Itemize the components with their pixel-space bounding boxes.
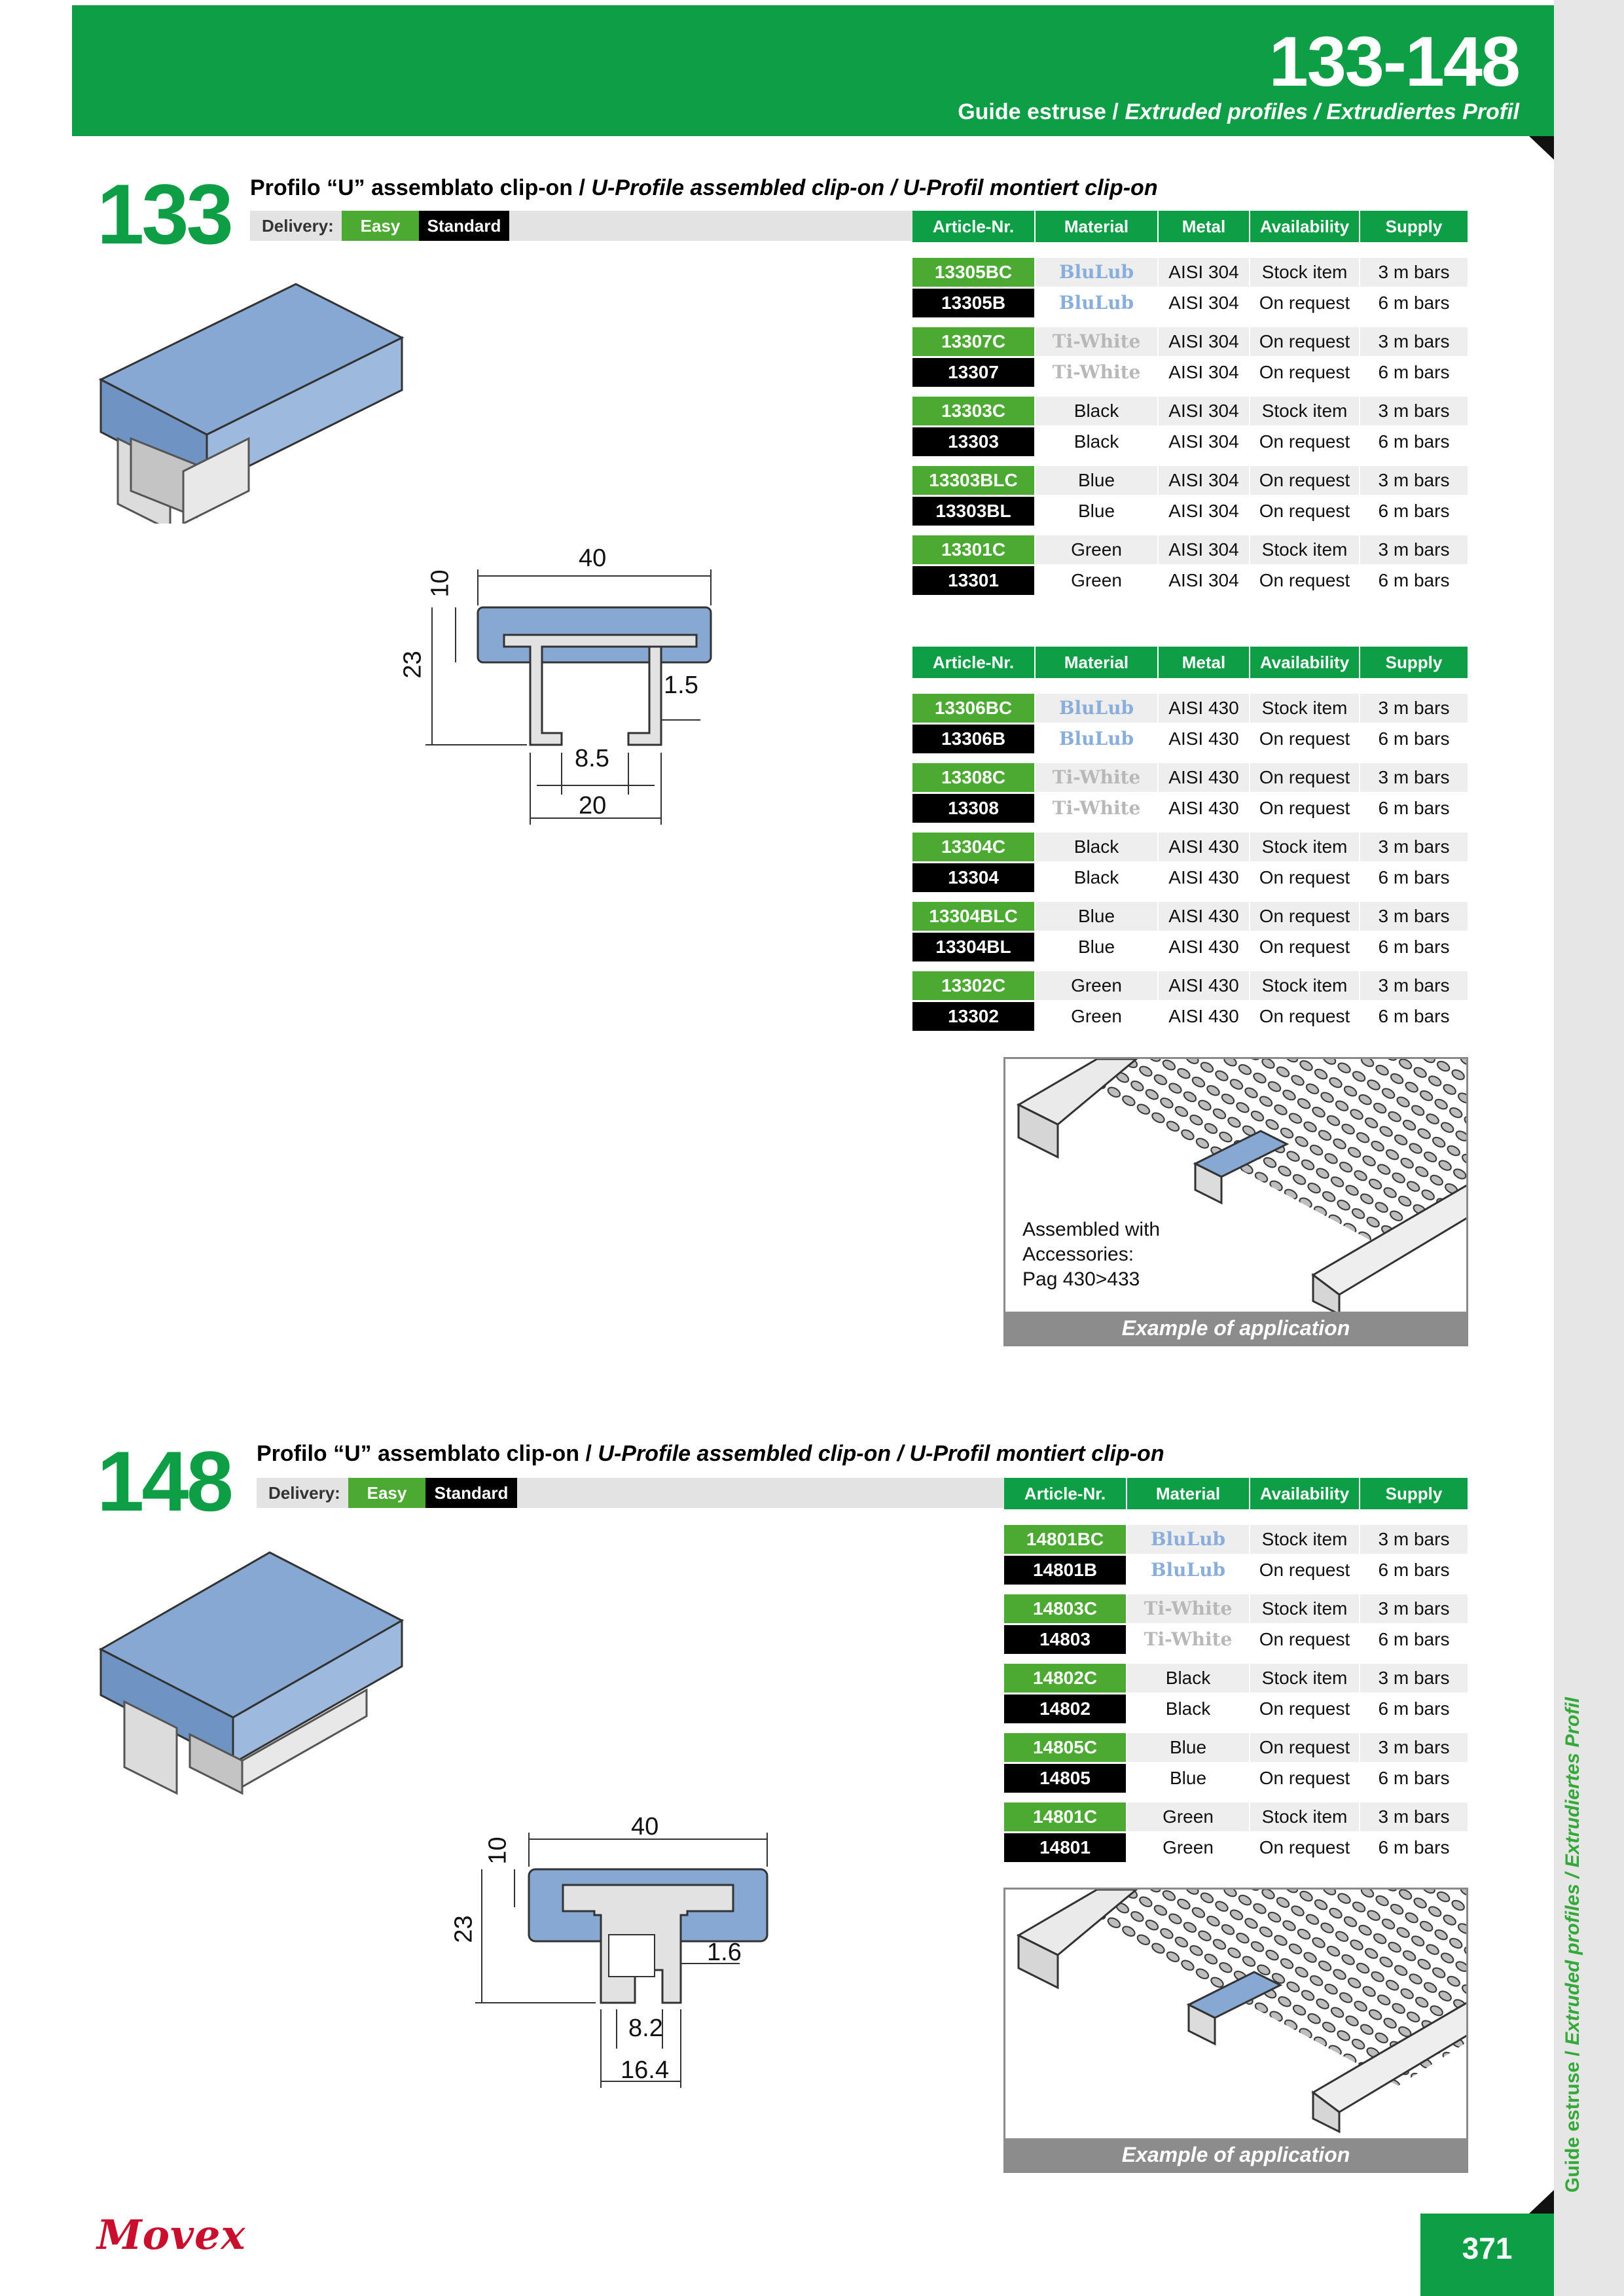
dim-148-slot: 8.2 [628,2015,663,2042]
profile-133-3d-image [92,275,419,524]
article-number: 13302C [912,971,1034,1000]
dim-133-width: 40 [579,545,607,572]
supply-cell: 3 m bars [1360,1664,1468,1693]
availability-cell: On request [1259,1560,1350,1580]
article-number: 13307 [912,358,1034,387]
material-cell: Ti-White [1144,1628,1233,1650]
page-number: 371 [1462,2231,1513,2265]
column-header: Supply [1360,1478,1468,1509]
movex-logo: Movex [97,2211,246,2259]
supply-cell: 6 m bars [1378,570,1450,590]
article-number: 13301 [912,566,1034,595]
dim-133-base: 20 [579,792,607,819]
material-cell: Green [1036,535,1157,564]
availability-cell: On request [1259,501,1350,521]
section-148-title [257,1441,1164,1467]
material-cell: Black [1074,431,1119,452]
availability-cell: Stock item [1250,397,1359,425]
section-133-number: 133 [97,166,231,262]
page-subtitle-it: Guide estruse / [958,99,1125,124]
application-caption: Example of application [1005,1312,1466,1344]
availability-cell: On request [1250,763,1359,792]
material-cell: BluLub [1058,728,1134,749]
supply-cell: 6 m bars [1378,1698,1450,1719]
column-header: Article-Nr. [912,647,1034,678]
availability-cell: On request [1259,293,1350,313]
material-cell: Ti-White [1052,361,1141,383]
supply-cell: 6 m bars [1378,362,1450,382]
application-caption: Example of application [1005,2138,1466,2171]
material-cell: Blue [1169,1768,1207,1788]
supply-cell: 6 m bars [1378,1837,1450,1857]
dim-133-height: 23 [399,651,427,679]
material-cell: Blue [1077,501,1115,521]
availability-cell: On request [1250,1733,1359,1762]
availability-cell: On request [1259,362,1350,382]
dim-148-height: 23 [450,1915,478,1943]
supply-cell: 3 m bars [1360,971,1468,1000]
metal-cell: AISI 430 [1159,763,1249,792]
article-number: 14801 [1004,1833,1126,1862]
metal-cell: AISI 430 [1159,694,1249,723]
material-cell: Blue [1036,902,1157,931]
section-148-number: 148 [97,1433,231,1529]
availability-cell: Stock item [1250,1664,1359,1693]
column-header: Availability [1250,1478,1359,1509]
delivery-label: Delivery: [262,216,334,236]
metal-cell: AISI 304 [1168,362,1239,382]
material-cell: Black [1036,397,1157,425]
availability-cell: On request [1250,327,1359,356]
supply-cell: 3 m bars [1360,763,1468,792]
availability-cell: Stock item [1250,258,1359,287]
material-cell: BluLub [1036,258,1157,287]
availability-cell: On request [1259,1006,1350,1026]
material-cell: Blue [1036,466,1157,495]
availability-cell: Stock item [1250,535,1359,564]
dim-133-wall: 1.5 [664,672,698,699]
material-cell: BluLub [1036,694,1157,723]
availability-cell: On request [1250,902,1359,931]
dim-148-top: 10 [484,1837,512,1865]
material-cell: BluLub [1058,292,1134,314]
column-header: Material [1036,211,1157,242]
supply-cell: 3 m bars [1360,694,1468,723]
availability-cell: On request [1250,466,1359,495]
column-header: Metal [1159,211,1249,242]
conveyor-illustration [1005,1890,1468,2141]
availability-cell: On request [1259,1698,1350,1719]
supply-cell: 3 m bars [1360,466,1468,495]
application-note [1022,1217,1160,1292]
material-cell: Ti-White [1036,327,1157,356]
column-header: Metal [1159,647,1249,678]
material-cell: Green [1071,1006,1122,1026]
article-number: 13302 [912,1002,1034,1031]
material-cell: Green [1127,1803,1249,1831]
supply-cell: 6 m bars [1378,501,1450,521]
article-number: 13306BC [912,694,1034,723]
availability-cell: On request [1259,570,1350,590]
metal-cell: AISI 430 [1159,833,1249,861]
column-header: Supply [1360,211,1468,242]
application-note-line-3: Pag 430>433 [1022,1268,1140,1290]
material-cell: Blue [1077,937,1115,957]
section-148-application-box [1003,1888,1468,2173]
availability-cell: On request [1259,1768,1350,1788]
material-cell: Blue [1127,1733,1249,1762]
delivery-standard-chip: Standard [419,211,509,241]
supply-cell: 6 m bars [1378,798,1450,818]
material-cell: Ti-White [1052,797,1141,819]
metal-cell: AISI 430 [1168,798,1239,818]
availability-cell: On request [1259,867,1350,888]
supply-cell: 3 m bars [1360,327,1468,356]
column-header: Availability [1250,647,1359,678]
supply-cell: 3 m bars [1360,902,1468,931]
material-cell: Black [1074,867,1119,888]
metal-cell: AISI 304 [1168,293,1239,313]
metal-cell: AISI 304 [1159,258,1249,287]
metal-cell: AISI 430 [1159,902,1249,931]
metal-cell: AISI 430 [1168,937,1239,957]
article-number: 13303BLC [912,466,1034,495]
material-cell: Black [1036,833,1157,861]
availability-cell: Stock item [1250,694,1359,723]
article-number: 13303BL [912,497,1034,526]
page-title: 133-148 [1269,22,1519,101]
article-number: 14805C [1004,1733,1126,1762]
section-133-application-box [1003,1057,1468,1346]
availability-cell: On request [1259,798,1350,818]
article-number: 14802 [1004,1695,1126,1723]
supply-cell: 6 m bars [1378,1006,1450,1026]
section-148-delivery-bar [257,1478,1005,1508]
article-number: 13304BLC [912,902,1034,931]
article-number: 13306B [912,725,1034,753]
article-number: 13304BL [912,933,1034,961]
section-133-delivery-bar [250,211,912,241]
column-header: Availability [1250,211,1359,242]
article-number: 13303 [912,427,1034,456]
article-number: 13308C [912,763,1034,792]
section-148-title-rest: U-Profile assembled clip-on / U-Profil montiert clip-on [598,1441,1164,1466]
article-number: 13304C [912,833,1034,861]
article-number: 14801BC [1004,1525,1126,1554]
section-133-title-rest: U-Profile assembled clip-on / U-Profil montiert clip-on [591,175,1158,200]
supply-cell: 6 m bars [1378,937,1450,957]
supply-cell: 3 m bars [1360,1594,1468,1623]
column-header: Supply [1360,647,1468,678]
availability-cell: Stock item [1250,1594,1359,1623]
footer-corner [1529,2190,1554,2214]
column-header: Article-Nr. [912,211,1034,242]
article-number: 13305BC [912,258,1034,287]
supply-cell: 3 m bars [1360,833,1468,861]
metal-cell: AISI 304 [1159,535,1249,564]
material-cell: Green [1036,971,1157,1000]
availability-cell: On request [1259,728,1350,749]
supply-cell: 6 m bars [1378,1560,1450,1580]
metal-cell: AISI 304 [1159,397,1249,425]
metal-cell: AISI 430 [1168,1006,1239,1026]
article-number: 13304 [912,863,1034,892]
supply-cell: 6 m bars [1378,728,1450,749]
supply-cell: 3 m bars [1360,1525,1468,1554]
dim-148-base: 16.4 [621,2056,669,2084]
availability-cell: Stock item [1250,833,1359,861]
supply-cell: 3 m bars [1360,1733,1468,1762]
supply-cell: 3 m bars [1360,258,1468,287]
supply-cell: 3 m bars [1360,397,1468,425]
side-title-rest: Extruded profiles / Extrudiertes Profil [1562,1697,1583,2045]
article-number: 14805 [1004,1764,1126,1793]
availability-cell: On request [1259,431,1350,452]
availability-cell: On request [1259,1629,1350,1649]
article-number: 13308 [912,794,1034,823]
article-number: 14802C [1004,1664,1126,1693]
article-number: 14801B [1004,1556,1126,1585]
material-cell: Green [1071,570,1122,590]
metal-cell: AISI 304 [1159,327,1249,356]
metal-cell: AISI 304 [1168,570,1239,590]
section-148-title-it: Profilo “U” assemblato clip-on / [257,1441,598,1466]
application-note-line-1: Assembled with [1022,1219,1161,1240]
supply-cell: 6 m bars [1378,431,1450,452]
column-header: Material [1036,647,1157,678]
article-number: 14803 [1004,1625,1126,1654]
column-header: Material [1127,1478,1249,1509]
section-133-title [250,175,1158,201]
availability-cell: Stock item [1250,1803,1359,1831]
delivery-easy-chip: Easy [342,211,419,241]
supply-cell: 6 m bars [1378,293,1450,313]
article-number: 13303C [912,397,1034,425]
metal-cell: AISI 430 [1168,867,1239,888]
material-cell: Black [1165,1698,1211,1719]
supply-cell: 3 m bars [1360,1803,1468,1831]
metal-cell: AISI 430 [1159,971,1249,1000]
supply-cell: 3 m bars [1360,535,1468,564]
delivery-easy-chip: Easy [348,1478,425,1508]
delivery-standard-chip: Standard [425,1478,517,1508]
dim-133-slot: 8.5 [575,745,609,772]
material-cell: Green [1163,1837,1214,1857]
availability-cell: On request [1259,937,1350,957]
article-number: 13301C [912,535,1034,564]
dim-133-top: 10 [426,569,454,598]
supply-cell: 6 m bars [1378,867,1450,888]
page-subtitle-en: Extruded profiles / Extrudiertes Profil [1125,99,1519,124]
application-note-line-2: Accessories: [1022,1244,1134,1265]
material-cell: BluLub [1127,1525,1249,1554]
side-vertical-title [1562,1669,1588,2193]
material-cell: Ti-White [1127,1594,1249,1623]
delivery-label: Delivery: [268,1483,340,1503]
page-subtitle [958,99,1519,125]
dim-148-wall: 1.6 [707,1939,742,1966]
metal-cell: AISI 304 [1168,431,1239,452]
profile-148-3d-image [92,1545,419,1806]
supply-cell: 6 m bars [1378,1768,1450,1788]
availability-cell: Stock item [1250,1525,1359,1554]
supply-cell: 6 m bars [1378,1629,1450,1649]
metal-cell: AISI 430 [1168,728,1239,749]
article-number: 13307C [912,327,1034,356]
metal-cell: AISI 304 [1168,501,1239,521]
header-corner [1529,136,1554,160]
material-cell: Black [1127,1664,1249,1693]
article-number: 14801C [1004,1803,1126,1831]
metal-cell: AISI 304 [1159,466,1249,495]
column-header: Article-Nr. [1004,1478,1126,1509]
availability-cell: On request [1259,1837,1350,1857]
article-number: 14803C [1004,1594,1126,1623]
dim-148-width: 40 [631,1813,659,1840]
section-133-title-it: Profilo “U” assemblato clip-on / [250,175,592,200]
availability-cell: Stock item [1250,971,1359,1000]
article-number: 13305B [912,289,1034,317]
material-cell: Ti-White [1036,763,1157,792]
side-title-it: Guide estruse / [1562,2045,1583,2193]
material-cell: BluLub [1150,1559,1226,1581]
